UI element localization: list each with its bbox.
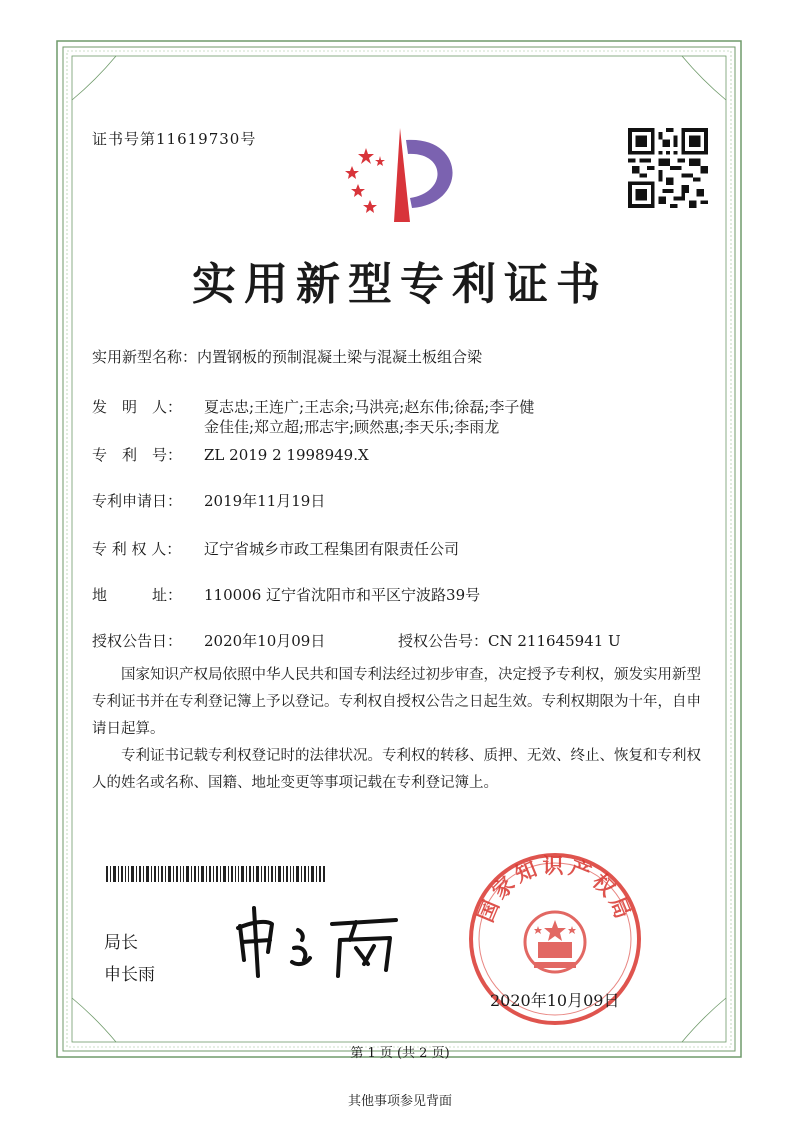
seal-text: 国家知识产权局 [473,853,637,926]
address-row [92,584,480,605]
body-paragraph: 专利证书记载专利权登记时的法律状况。专利权的转移、质押、无效、终止、恢复和专利权人的姓名或名称、国籍、地址变更等事项记载在专利登记簿上。 [92,748,701,791]
inventor-value-line2: 金佳佳;郑立超;邢志宇;顾然惠;李天乐;李雨龙 [204,418,500,436]
patentee-value: 辽宁省城乡市政工程集团有限责任公司 [204,540,460,558]
utility-model-name-row [92,346,482,367]
address-value: 110006 辽宁省沈阳市和平区宁波路39号 [204,586,481,604]
certificate-number: 证书号第11619730号 [92,130,257,148]
inventor-row-2 [204,416,499,437]
grant-number-label: 授权公告号： [398,632,489,650]
patent-number-row [92,444,369,465]
patent-number-label: 专 利 号： [92,446,183,464]
patent-office-logo [336,120,466,230]
page-number: 第 1 页 (共 2 页) [350,1046,450,1061]
director-signature [228,900,408,980]
grant-date-row [92,630,325,651]
grant-number-value: CN 211645941 U [488,632,621,650]
inventor-label: 发 明 人： [92,398,183,416]
svg-text:国家知识产权局 [474,854,637,926]
grant-date-value: 2020年10月09日 [204,632,326,650]
patent-number-value: ZL 2019 2 1998949.X [204,446,369,464]
inventor-value-line1: 夏志忠;王连广;王志余;马洪亮;赵东伟;徐磊;李子健 [204,398,535,416]
address-label: 地 址： [92,586,183,604]
footer-note: 其他事项参见背面 [347,1094,452,1109]
grant-number-row [398,630,621,651]
barcode [106,866,326,882]
inventor-row [92,396,534,417]
filing-date-value: 2019年11月19日 [204,492,326,510]
body-paragraph: 国家知识产权局依照中华人民共和国专利法经过初步审查，决定授予专利权，颁发实用新型专利证书并在专利登记簿上予以登记。专利权自授权公告之日起生效。专利权期限为十年，自申请日起算。 [92,667,701,737]
qr-code [628,128,708,208]
patentee-row [92,538,459,559]
certificate-body [92,662,712,797]
director-title: 局长 [104,933,138,953]
seal-date: 2020年10月09日 [490,991,620,1010]
filing-date-row [92,490,325,511]
certificate-title: 实用新型专利证书 [192,259,608,310]
filing-date-label: 专利申请日： [92,492,183,510]
grant-date-label: 授权公告日： [92,632,183,650]
director-name: 申长雨 [104,965,155,985]
utility-model-name-value: 内置钢板的预制混凝土梁与混凝土板组合梁 [197,348,483,366]
utility-model-name-label: 实用新型名称： [92,348,198,366]
patentee-label: 专 利 权 人： [92,540,182,558]
